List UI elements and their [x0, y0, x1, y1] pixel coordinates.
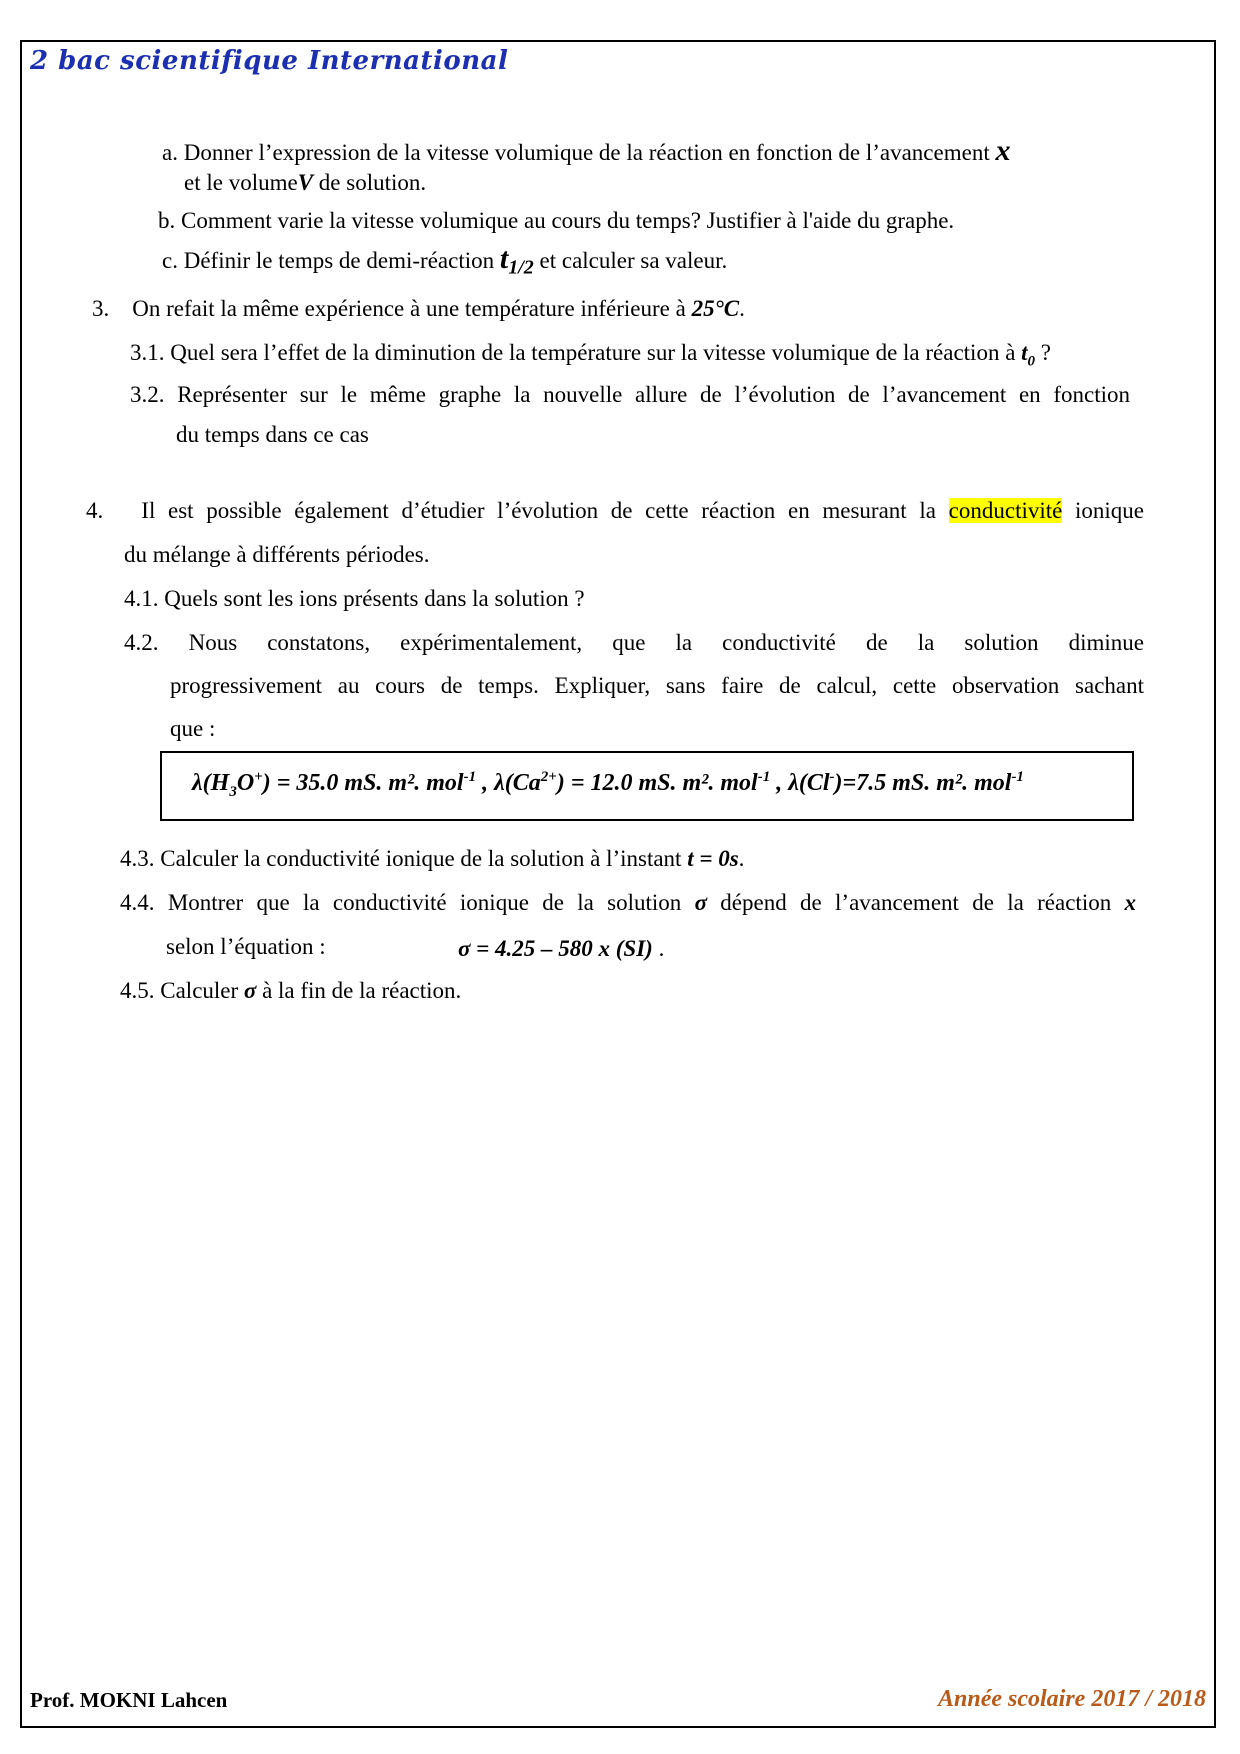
question-4-2-line2: progressivement au cours de temps. Expliquer, sans faire de calcul, cette observation sachant: [170, 673, 1144, 698]
footer-school-year: Année scolaire 2017 / 2018: [938, 1686, 1206, 1712]
question-3-2-line2: du temps dans ce cas: [176, 422, 369, 447]
highlighted-word: conductivité: [948, 498, 1063, 523]
footer-author: Prof. MOKNI Lahcen: [30, 1688, 228, 1712]
sigma-equation: σ = 4.25 – 580 x (SI) .: [458, 936, 665, 961]
question-4-1: 4.1. Quels sont les ions présents dans la solution ?: [124, 586, 585, 611]
question-3-2: 3.2. Représenter sur le même graphe la nouvelle allure de l’évolution de l’avancement en fonction: [130, 382, 1131, 407]
question-4-2: 4.2. Nous constatons, expérimentalement, que la conductivité de la solution diminue: [124, 630, 1144, 655]
molar-conductivity-formula: $\lambda(H_3O^+) = 35.0$ mS. m². mol$^{-1}$ , $\lambda(Ca^{2+}) = 12.0$ mS. m². mol$^{-1}$ , λ(Cl-)=7.5 mS. m². mol$^{-1}$: [192, 769, 1024, 800]
question-2a: a. Donner l’expression de la vitesse volumique de la réaction en fonction de l’avancement x: [162, 134, 1011, 167]
question-3: 3. On refait la même expérience à une température inférieure à 25°C.: [92, 296, 745, 321]
question-4-2-line3: que :: [170, 716, 216, 741]
question-4-3: 4.3. Calculer la conductivité ionique de la solution à l’instant t = 0s.: [120, 846, 745, 871]
question-2c: c. Définir le temps de demi-réaction $t_{1/2}$ et calculer sa valeur.: [162, 242, 728, 279]
question-4-4-line2: selon l’équation :: [166, 934, 326, 959]
question-3-1: 3.1. Quel sera l’effet de la diminution de la température sur la vitesse volumique de la réaction à $t_0$ ?: [130, 340, 1052, 370]
question-4-4: 4.4. Montrer que la conductivité ionique de la solution σ dépend de l’avancement de la réaction x: [120, 890, 1137, 915]
question-4-line2: du mélange à différents périodes.: [124, 542, 430, 567]
question-4: 4. Il est possible également d’étudier l’évolution de cette réaction en mesurant la conductivité ionique: [86, 498, 1145, 523]
question-2b: b. Comment varie la vitesse volumique au cours du temps? Justifier à l'aide du graphe.: [158, 208, 955, 233]
header-title: 2 bac scientifique International: [30, 46, 509, 76]
question-2a-line2: et le volumeV de solution.: [184, 170, 427, 195]
question-4-5: 4.5. Calculer σ à la fin de la réaction.: [120, 978, 462, 1003]
